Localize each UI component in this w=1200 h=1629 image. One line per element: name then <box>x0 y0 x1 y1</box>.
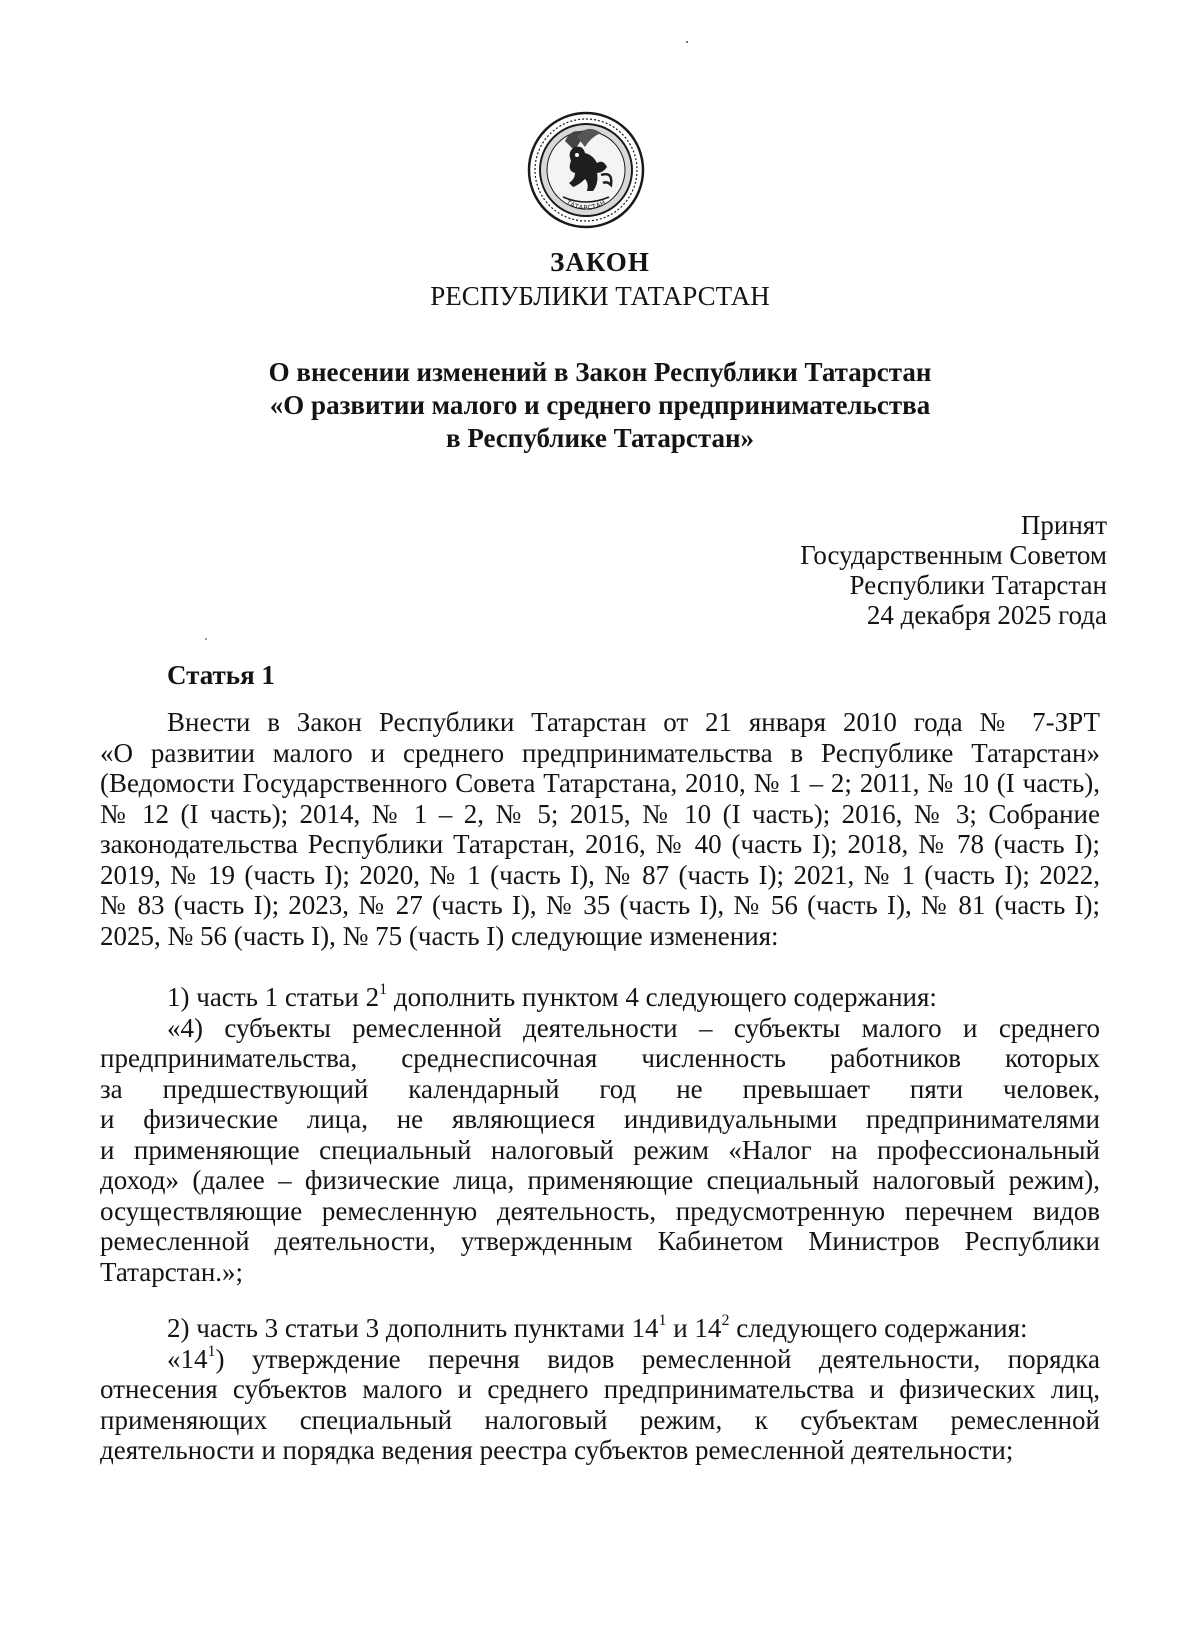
item-heading: 2) часть 3 статьи 3 дополнить пунктами $14^1$ и $14^2$ следующего содержания: <box>167 1312 1028 1343</box>
law-title-line: в Республике Татарстан» <box>446 423 754 453</box>
scan-speck <box>205 638 207 640</box>
adoption-line: Принят <box>1020 510 1107 540</box>
text-line: применяющих специальный налоговый режим, к субъектам ремесленной <box>100 1404 1100 1435</box>
text-line: «$14^1$) утверждение перечня видов ремесленной деятельности, порядка <box>167 1342 1100 1374</box>
text-line: 2019, № 19 (часть I); 2020, № 1 (часть I), № 87 (часть I); 2021, № 1 (часть I); 2022, <box>100 859 1100 890</box>
text-line: № 83 (часть I); 2023, № 27 (часть I), № 35 (часть I), № 56 (часть I), № 81 (часть I); <box>100 890 1100 920</box>
text-line: ремесленной деятельности, утвержденным Кабинетом Министров Республики <box>100 1226 1100 1256</box>
text-line: 2025, № 56 (часть I), № 75 (часть I) следующие изменения: <box>100 920 779 951</box>
tatarstan-coat-of-arms-icon <box>527 111 645 229</box>
text-line: (Ведомости Государственного Совета Татарстана, 2010, № 1 – 2; 2011, № 10 (I часть), <box>100 768 1100 798</box>
text-line: Татарстан.»; <box>100 1256 244 1287</box>
adoption-line: Республики Татарстан <box>849 570 1107 600</box>
amendment-item-1 <box>100 982 1100 1287</box>
adoption-block <box>800 510 1107 630</box>
law-title-line: «О развитии малого и среднего предпринимательства <box>269 390 931 420</box>
amendment-item-2 <box>100 1313 1100 1466</box>
text-line: осуществляющие ремесленную деятельность, предусмотренную перечнем видов <box>100 1195 1100 1226</box>
text-line: № 12 (I часть); 2014, № 1 – 2, № 5; 2015, № 10 (I часть); 2016, № 3; Собрание <box>100 798 1100 829</box>
text-line: законодательства Республики Татарстан, 2016, № 40 (часть I); 2018, № 78 (часть I); <box>100 829 1100 859</box>
scan-speck <box>686 41 688 43</box>
emblem-ring-text: ТАТАРСТАН <box>564 198 608 212</box>
text-line: предпринимательства, среднесписочная численность работников которых <box>100 1043 1100 1073</box>
text-line: «О развитии малого и среднего предпринимательства в Республике Татарстан» <box>100 737 1100 768</box>
law-heading: ЗАКОН <box>550 247 650 277</box>
text-line: за предшествующий календарный год не превышает пяти человек, <box>100 1073 1100 1104</box>
law-republic: РЕСПУБЛИКИ ТАТАРСТАН <box>430 281 770 311</box>
article-intro <box>100 707 1100 951</box>
text-line: Внести в Закон Республики Татарстан от 21 января 2010 года № 7-ЗРТ <box>167 707 1100 737</box>
adoption-date: 24 декабря 2025 года <box>866 600 1107 630</box>
text-line: и физические лица, не являющиеся индивидуальными предпринимателями <box>100 1104 1100 1134</box>
text-line: и применяющие специальный налоговый режим «Налог на профессиональный <box>100 1134 1100 1165</box>
text-line: «4) субъекты ремесленной деятельности – субъекты малого и среднего <box>167 1012 1100 1043</box>
law-title <box>0 356 1200 455</box>
law-title-line: О внесении изменений в Закон Республики Татарстан <box>268 357 932 387</box>
text-line: доход» (далее – физические лица, применяющие специальный налоговый режим), <box>100 1165 1100 1195</box>
article-heading: Статья 1 <box>167 660 275 690</box>
item-heading: 1) часть 1 статьи $2^1$ дополнить пунктом 4 следующего содержания: <box>167 981 937 1012</box>
adoption-line: Государственным Советом <box>800 540 1107 570</box>
text-line: отнесения субъектов малого и среднего предпринимательства и физических лиц, <box>100 1374 1100 1404</box>
text-line: деятельности и порядка ведения реестра субъектов ремесленной деятельности; <box>100 1435 1014 1465</box>
